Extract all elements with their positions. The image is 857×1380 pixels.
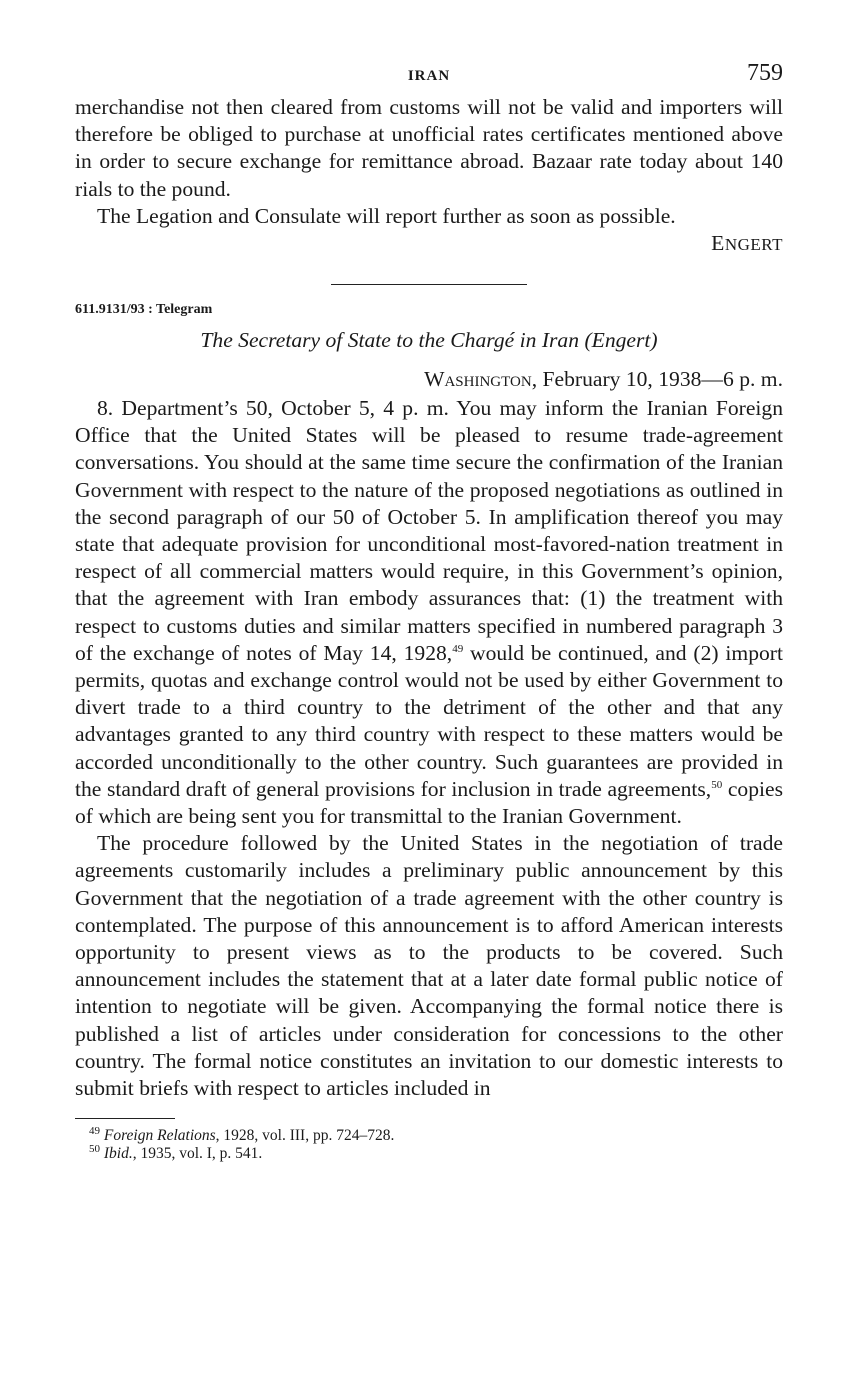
continuation-paragraph: merchandise not then cleared from customs will not be valid and importers will therefore be obliged to purchase at unofficial rates certificates mentioned above in order to secure exchange for remittance abroad. Bazaar rate today about 140 rials to the pound.: [75, 95, 783, 201]
section-divider: [331, 284, 527, 285]
dateline-place: Washington: [424, 367, 532, 392]
signature: [75, 230, 783, 258]
footnote-source: Ibid.: [103, 1145, 133, 1163]
page-header: [75, 60, 783, 94]
dateline-date: , February 10, 1938—6 p. m.: [531, 367, 783, 392]
document-title: [75, 327, 783, 354]
footnote-number: 50: [89, 1143, 100, 1156]
title-recipient: (Engert): [584, 328, 658, 353]
body-paragraph-1: [75, 395, 783, 830]
body-paragraph-2: The procedure followed by the United States in the negotiation of trade agreements customarily includes a preliminary public announcement by this Government that the negotiation of a trade agreement with the other country is contemplated. The purpose of this announcement is to afford American interests opportunity to present views as to the products to be covered. Such announcement includes the statement that at a later date formal public notice of intention to negotiate will be given. Accompanying the formal notice there is published a list of articles under consideration for concessions to the other country. The formal notice constitutes an invitation to our domestic interests to submit briefs with respect to articles included in: [75, 831, 783, 1101]
footnote-50: [75, 1145, 783, 1163]
document-page: [75, 60, 783, 1163]
footnote-number: 49: [89, 1125, 100, 1138]
signature-initial: E: [711, 231, 725, 256]
footnote-49: [75, 1127, 783, 1145]
running-head: IRAN: [407, 68, 451, 84]
page-number: 759: [747, 60, 783, 86]
p1-part-a: 8. Department’s 50, October 5, 4 p. m. You may inform the Iranian Foreign Office that the United States will be pleased to resume trade-agreement conversations. You should at the same time secure the confirmation of the Iranian Government with respect to the nature of the proposed negotiations as outlined in the second paragraph of our 50 of October 5. In amplification thereof you may state that adequate provision for unconditional most-favored-nation treatment in respect of all commercial matters would require, in this Government’s opinion, that the agreement with Iran embody assurances that: (1) the treatment with respect to customs duties and similar matters specified in numbered paragraph 3 of the exchange of notes of May 14, 1928,: [75, 396, 783, 665]
signature-rest: NGERT: [724, 235, 783, 255]
footnote-ref-49[interactable]: 49: [452, 642, 464, 655]
p1-part-b: would be continued, and (2) import permits, quotas and exchange control would not be used by either Government to divert trade to a third country to the detriment of the other and that any advantages granted to any third country with respect to these matters would be accorded unconditionally to the other country. Such guarantees are provided in the standard draft of general provisions for inclusion in trade agreements,: [75, 640, 783, 801]
closing-sentence: The Legation and Consulate will report further as soon as possible.: [97, 203, 676, 228]
footnote-text: , 1935, vol. I, p. 541.: [132, 1145, 263, 1163]
file-reference: 611.9131/93 : Telegram: [75, 302, 213, 318]
p1-part-c: copies of which are being sent you for transmittal to the Iranian Government.: [75, 776, 783, 829]
footnote-ref-50[interactable]: 50: [711, 778, 723, 791]
footnote-divider: [75, 1118, 175, 1119]
dateline: [75, 366, 783, 393]
title-text: The Secretary of State to the Chargé in Iran: [200, 328, 580, 353]
footnote-text: , 1928, vol. III, pp. 724–728.: [215, 1127, 395, 1145]
footnote-source: Foreign Relations: [103, 1127, 216, 1145]
